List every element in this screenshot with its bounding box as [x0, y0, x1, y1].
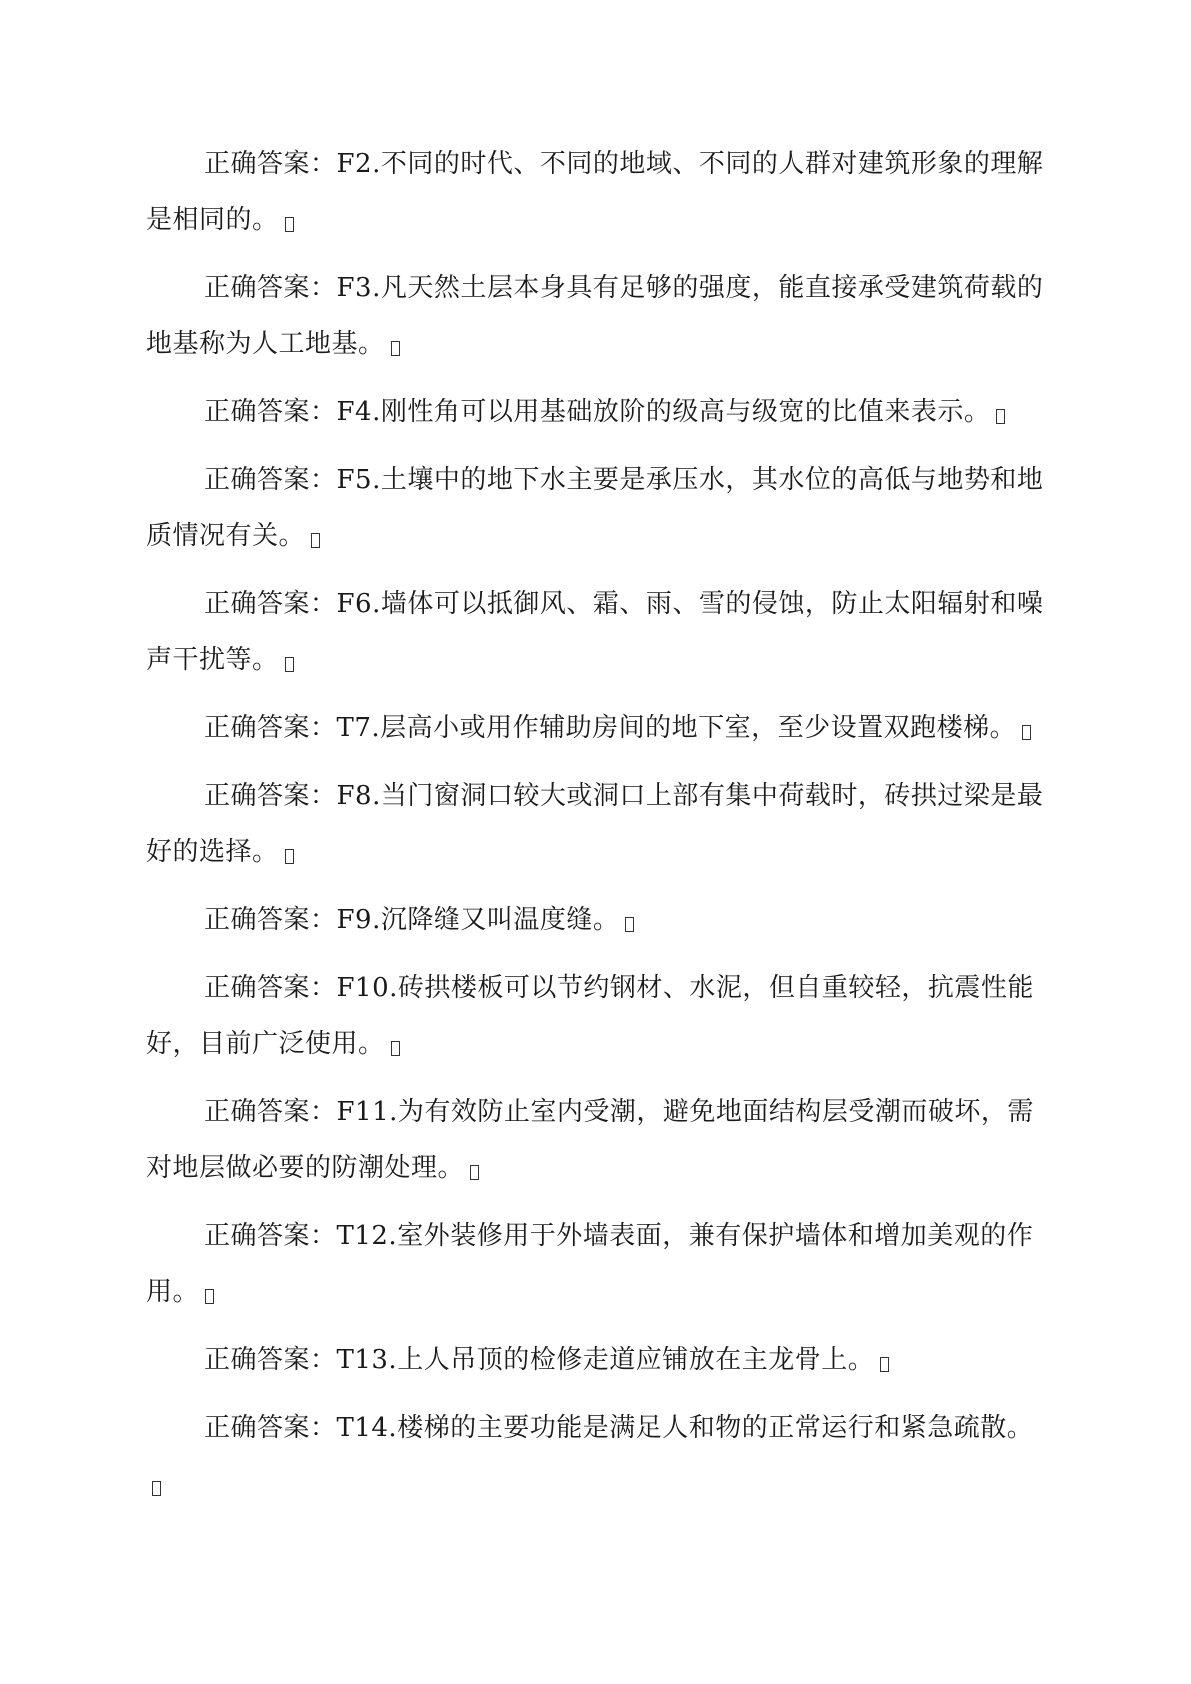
answer-text: 正确答案：F2.不同的时代、不同的地域、不同的人群对建筑形象的理解是相同的。 [146, 149, 1044, 235]
answer-text: 正确答案：F4.刚性角可以用基础放阶的级高与级宽的比值来表示。 [204, 397, 991, 427]
paragraph-mark-icon [996, 409, 1005, 424]
paragraph-mark-icon [205, 1289, 214, 1304]
answer-text: 正确答案：F5.土壤中的地下水主要是承压水，其水位的高低与地势和地质情况有关。 [146, 465, 1044, 551]
paragraph-mark-icon [470, 1165, 479, 1180]
paragraph-mark-icon [285, 657, 294, 672]
answer-item-t14 [146, 1400, 1046, 1512]
answer-item-t7 [146, 700, 1046, 756]
paragraph-mark-icon [625, 917, 634, 932]
answer-item-f6 [146, 576, 1046, 688]
answer-text: 正确答案：F8.当门窗洞口较大或洞口上部有集中荷载时，砖拱过梁是最好的选择。 [146, 781, 1044, 867]
answer-text: 正确答案：T12.室外装修用于外墙表面，兼有保护墙体和增加美观的作用。 [146, 1221, 1034, 1307]
paragraph-mark-icon [285, 849, 294, 864]
paragraph-mark-icon [391, 1041, 400, 1056]
paragraph-mark-icon [311, 533, 320, 548]
paragraph-mark-icon [152, 1481, 161, 1496]
answer-item-f4 [146, 384, 1046, 440]
answer-item-f2 [146, 136, 1046, 248]
paragraph-mark-icon [285, 217, 294, 232]
paragraph-mark-icon [880, 1357, 889, 1372]
answer-text: 正确答案：F6.墙体可以抵御风、霜、雨、雪的侵蚀，防止太阳辐射和噪声干扰等。 [146, 589, 1044, 675]
answer-item-f8 [146, 768, 1046, 880]
answer-item-f9 [146, 892, 1046, 948]
answer-text: 正确答案：F10.砖拱楼板可以节约钢材、水泥，但自重较轻，抗震性能好，目前广泛使用。 [146, 973, 1034, 1059]
document-body [146, 136, 1046, 1524]
answer-text: 正确答案：F11.为有效防止室内受潮，避免地面结构层受潮而破坏，需对地层做必要的防潮处理。 [146, 1097, 1034, 1183]
answer-text: 正确答案：T14.楼梯的主要功能是满足人和物的正常运行和紧急疏散。 [204, 1413, 1034, 1443]
answer-item-f3 [146, 260, 1046, 372]
paragraph-mark-icon [1022, 725, 1031, 740]
answer-item-t12 [146, 1208, 1046, 1320]
answer-text: 正确答案：T13.上人吊顶的检修走道应铺放在主龙骨上。 [204, 1345, 875, 1375]
answer-item-t13 [146, 1332, 1046, 1388]
answer-item-f5 [146, 452, 1046, 564]
paragraph-mark-icon [391, 341, 400, 356]
answer-text: 正确答案：T7.层高小或用作辅助房间的地下室，至少设置双跑楼梯。 [204, 713, 1017, 743]
answer-text: 正确答案：F3.凡天然土层本身具有足够的强度，能直接承受建筑荷载的地基称为人工地基。 [146, 273, 1044, 359]
answer-text: 正确答案：F9.沉降缝又叫温度缝。 [204, 905, 620, 935]
answer-item-f10 [146, 960, 1046, 1072]
answer-item-f11 [146, 1084, 1046, 1196]
